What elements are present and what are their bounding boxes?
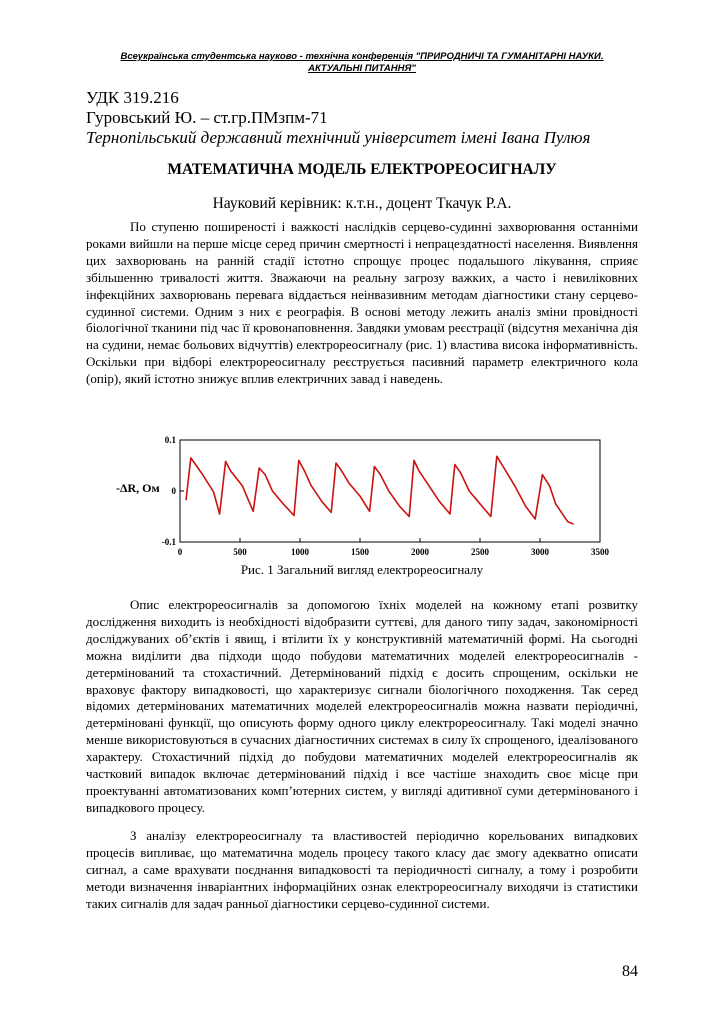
x-tick-label: 3000: [531, 547, 549, 557]
paper-title: МАТЕМАТИЧНА МОДЕЛЬ ЕЛЕКТРОРЕОСИГНАЛУ: [167, 161, 557, 178]
x-tick-label: 2000: [411, 547, 429, 557]
x-tick-label: 3500: [591, 547, 609, 557]
university-line: Тернопільський державний технічний університет імені Івана Пулюя: [86, 128, 591, 147]
author-line: Гуровський Ю. – ст.гр.ПМзпм-71: [86, 108, 328, 127]
udc-code: УДК 319.216: [86, 88, 179, 107]
supervisor-line: Науковий керівник: к.т.н., доцент Ткачук Р.А.: [212, 195, 512, 212]
x-tick-label: 500: [233, 547, 247, 557]
y-tick-label: 0: [171, 486, 176, 496]
chart-ticks: [162, 435, 610, 557]
paragraph-2: Опис електрореосигналів за допомогою їхніх моделей на кожному етапі розвитку дослідження виходить із необхідності відобразити суттєві, для даного типу задач, закономірності досліджуваних об’єктів і явищ, і втілити їх у конструктивній математичній формі. На сьогодні можна виділити два підходи щодо побудови математичних моделей електрореосигналів - детермінований та стохастичний. Детермінований підхід є досить спрощеним, оскільки не враховує фактору випадковості, що характеризує сигнали біологічного походження. Так серед відомих детермінованих математичних моделей електрореосигналів можна назвати періодичні, детерміновані функції, що описують форму одного циклу електрореосигналу. Такі моделі значно менше використовуються в сучасних діагностичних системах в силу їх спрощеного, ідеалізованого характеру. Стохастичний підхід до побудови математичних моделей електрореосигналів як частковий випадок включає детермінований підхід і все частіше знаходить своє місце при проектуванні автоматизованих комп’ютерних систем, у вигляді адитивної суми детермінованого і випадкового процесу.: [86, 597, 638, 815]
x-tick-label: 1500: [351, 547, 369, 557]
conference-header: [100, 51, 624, 75]
signal-line: [186, 456, 574, 524]
y-tick-label: -0.1: [161, 537, 176, 547]
plot-area-border: [180, 440, 600, 542]
signal-chart: [110, 430, 620, 564]
chart-y-axis-label: -ΔR, Ом: [116, 481, 160, 495]
y-tick-label: 0.1: [164, 435, 176, 445]
chart-frame: [180, 440, 600, 542]
conference-header-line1: Всеукраїнська студентська науково - технічна конференція "ПРИРОДНИЧІ ТА ГУМАНІТАРНІ НАУКИ.: [120, 51, 604, 62]
paragraph-3: З аналізу електрореосигналу та властивостей періодично корельованих випадкових процесів випливає, що математична модель процесу такого класу дає змогу адекватно описати сигнал, а саме врахувати поєднання випадковості та періодичності сигналу, а тому і розробити методи визначення інваріантних інформаційних ознак електрореосигналу виходячи із статистики таких сигналів для задач ранньої діагностики серцево-судинної системи.: [86, 828, 638, 911]
figure-caption: Рис. 1 Загальний вигляд електрореосигналу: [240, 562, 484, 577]
x-tick-label: 0: [177, 547, 183, 557]
chart-series: [186, 456, 574, 524]
x-tick-label: 2500: [471, 547, 489, 557]
conference-header-line2: АКТУАЛЬНІ ПИТАННЯ": [308, 63, 416, 74]
paragraph-1: По ступеню поширеності і важкості наслідків серцево-судинні захворювання останніми роками вийшли на перше місце серед причин смертності і непрацездатності населення. Виявлення цих захворювань на ранній стадії істотно спрощує процес подальшого лікування, сприяє збільшенню тривалості життя. Зважаючи на реальну загрозу важких, а часто і невиліковних інфекційних захворювань перевага віддається неінвазивним методам діагностики стану серцево-судинної системи. Одним з них є реографія. В основі методу лежить аналіз зміни провідності біологічної тканини під час її кровонаповнення. Завдяки умовам реєстрації (відсутня механічна дія на судини, немає больових відчуттів) електрореосигналу (рис. 1) властива висока інформативність. Оскільки при відборі електрореосигналу реєструється пасивний параметр електричного кола (опір), який істотно знижує вплив електричних завад і наведень.: [86, 219, 638, 387]
page-number: 84: [622, 963, 638, 980]
x-tick-label: 1000: [291, 547, 309, 557]
